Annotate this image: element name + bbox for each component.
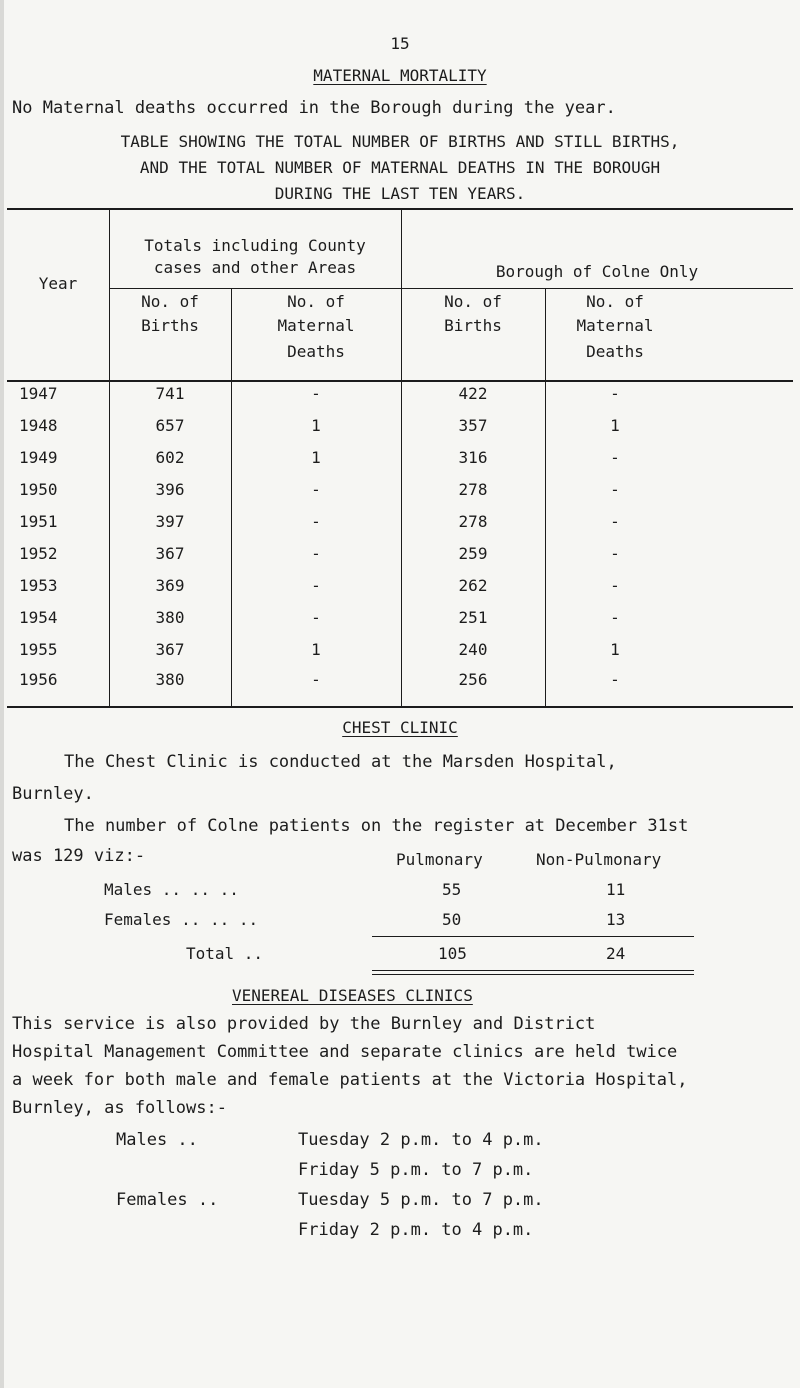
chest-paragraph-2-line-1: The number of Colne patients on the register at December 31st xyxy=(64,816,689,836)
chest-paragraph-1-line-2: Burnley. xyxy=(12,784,94,804)
row-borough-births: 278 xyxy=(458,480,488,499)
total-top-rule xyxy=(372,936,694,937)
row-borough-births: 422 xyxy=(458,384,488,403)
row-total-births: 397 xyxy=(155,512,185,531)
males-row-label: Males .. .. .. xyxy=(104,880,239,899)
table-row xyxy=(7,512,793,538)
total-double-rule-1 xyxy=(372,970,694,971)
venereal-line-3: a week for both male and female patients at the Victoria Hospital, xyxy=(12,1070,688,1090)
births-deaths-table xyxy=(7,208,793,708)
table-title-line-1: TABLE SHOWING THE TOTAL NUMBER OF BIRTHS AND STILL BIRTHS, xyxy=(120,132,680,151)
row-total-maternal: - xyxy=(311,512,321,531)
table-row xyxy=(7,608,793,634)
row-total-births: 380 xyxy=(155,670,185,689)
borough-births-header-line-2: Births xyxy=(444,316,502,335)
row-year: 1954 xyxy=(19,608,58,627)
table-bottom-rule xyxy=(7,706,793,708)
borough-births-header-line-1: No. of xyxy=(444,292,502,311)
chest-clinic-heading: CHEST CLINIC xyxy=(342,718,458,737)
row-total-maternal: - xyxy=(311,480,321,499)
row-year: 1951 xyxy=(19,512,58,531)
chest-paragraph-2-line-2: was 129 viz:- xyxy=(12,846,146,866)
row-total-births: 369 xyxy=(155,576,185,595)
males-non-pulmonary: 11 xyxy=(606,880,626,899)
header-bottom-rule xyxy=(7,380,793,382)
vd-males-time-2: Friday 5 p.m. to 7 p.m. xyxy=(298,1160,534,1180)
row-total-births: 741 xyxy=(155,384,185,403)
venereal-line-1: This service is also provided by the Burnley and District xyxy=(12,1014,596,1034)
pulmonary-column-header: Pulmonary xyxy=(396,850,483,869)
row-year: 1955 xyxy=(19,640,58,659)
header-divider xyxy=(109,288,793,289)
vd-females-label: Females .. xyxy=(116,1190,219,1210)
table-row xyxy=(7,544,793,570)
births-header-line-2: Births xyxy=(141,316,199,335)
row-borough-births: 240 xyxy=(458,640,488,659)
row-borough-births: 278 xyxy=(458,512,488,531)
row-borough-births: 262 xyxy=(458,576,488,595)
row-borough-maternal: - xyxy=(610,576,620,595)
row-total-births: 367 xyxy=(155,544,185,563)
row-borough-births: 316 xyxy=(458,448,488,467)
table-row xyxy=(7,416,793,442)
venereal-line-4: Burnley, as follows:- xyxy=(12,1098,227,1118)
table-top-rule xyxy=(7,208,793,210)
row-total-births: 657 xyxy=(155,416,185,435)
borough-maternal-header-line-3: Deaths xyxy=(586,342,644,361)
table-title-line-2: AND THE TOTAL NUMBER OF MATERNAL DEATHS IN THE BOROUGH xyxy=(139,158,661,177)
page-number: 15 xyxy=(390,34,410,53)
table-row xyxy=(7,384,793,410)
maternal-statement: No Maternal deaths occurred in the Borough during the year. xyxy=(12,98,616,118)
vd-males-label: Males .. xyxy=(116,1130,198,1150)
row-total-maternal: - xyxy=(311,608,321,627)
row-borough-maternal: - xyxy=(610,608,620,627)
row-borough-births: 256 xyxy=(458,670,488,689)
row-total-maternal: - xyxy=(311,544,321,563)
total-pulmonary: 105 xyxy=(438,944,467,963)
females-pulmonary: 50 xyxy=(442,910,462,929)
row-year: 1956 xyxy=(19,670,58,689)
table-row xyxy=(7,640,793,666)
maternal-mortality-heading: MATERNAL MORTALITY xyxy=(313,66,487,85)
row-borough-births: 259 xyxy=(458,544,488,563)
row-borough-maternal: - xyxy=(610,448,620,467)
row-borough-maternal: - xyxy=(610,384,620,403)
row-year: 1952 xyxy=(19,544,58,563)
table-row xyxy=(7,448,793,474)
females-non-pulmonary: 13 xyxy=(606,910,626,929)
row-total-births: 396 xyxy=(155,480,185,499)
maternal-header-line-1: No. of xyxy=(287,292,345,311)
row-borough-births: 251 xyxy=(458,608,488,627)
table-row xyxy=(7,670,793,696)
maternal-header-line-3: Deaths xyxy=(287,342,345,361)
table-row xyxy=(7,480,793,506)
vd-males-time-1: Tuesday 2 p.m. to 4 p.m. xyxy=(298,1130,544,1150)
row-year: 1950 xyxy=(19,480,58,499)
borough-group-header: Borough of Colne Only xyxy=(495,262,699,281)
row-total-maternal: - xyxy=(311,576,321,595)
row-borough-maternal: - xyxy=(610,544,620,563)
table-title-line-3: DURING THE LAST TEN YEARS. xyxy=(274,184,526,203)
row-year: 1953 xyxy=(19,576,58,595)
row-total-maternal: - xyxy=(311,384,321,403)
non-pulmonary-column-header: Non-Pulmonary xyxy=(536,850,662,869)
maternal-header-line-2: Maternal xyxy=(277,316,355,335)
females-row-label: Females .. .. .. xyxy=(104,910,259,929)
births-header-line-1: No. of xyxy=(141,292,199,311)
totals-group-header-line-2: cases and other Areas xyxy=(153,258,357,277)
borough-maternal-header-line-1: No. of xyxy=(586,292,644,311)
males-pulmonary: 55 xyxy=(442,880,462,899)
vd-females-time-2: Friday 2 p.m. to 4 p.m. xyxy=(298,1220,534,1240)
vd-females-time-1: Tuesday 5 p.m. to 7 p.m. xyxy=(298,1190,544,1210)
year-header: Year xyxy=(38,274,78,293)
row-year: 1948 xyxy=(19,416,58,435)
totals-group-header-line-1: Totals including County xyxy=(144,236,366,255)
row-total-maternal: 1 xyxy=(311,448,321,467)
total-non-pulmonary: 24 xyxy=(606,944,626,963)
chest-paragraph-1-line-1: The Chest Clinic is conducted at the Marsden Hospital, xyxy=(64,752,617,772)
table-row xyxy=(7,576,793,602)
row-total-maternal: 1 xyxy=(311,640,321,659)
row-borough-maternal: - xyxy=(610,512,620,531)
total-row-label: Total .. xyxy=(186,944,264,963)
row-borough-maternal: 1 xyxy=(610,416,620,435)
total-double-rule-2 xyxy=(372,974,694,975)
row-borough-maternal: - xyxy=(610,670,620,689)
row-borough-maternal: - xyxy=(610,480,620,499)
venereal-line-2: Hospital Management Committee and separate clinics are held twice xyxy=(12,1042,678,1062)
row-total-births: 380 xyxy=(155,608,185,627)
row-year: 1949 xyxy=(19,448,58,467)
row-total-maternal: 1 xyxy=(311,416,321,435)
scan-edge xyxy=(0,0,4,1388)
row-total-maternal: - xyxy=(311,670,321,689)
row-total-births: 367 xyxy=(155,640,185,659)
row-year: 1947 xyxy=(19,384,58,403)
row-total-births: 602 xyxy=(155,448,185,467)
row-borough-births: 357 xyxy=(458,416,488,435)
venereal-heading: VENEREAL DISEASES CLINICS xyxy=(232,986,473,1005)
borough-maternal-header-line-2: Maternal xyxy=(576,316,654,335)
row-borough-maternal: 1 xyxy=(610,640,620,659)
